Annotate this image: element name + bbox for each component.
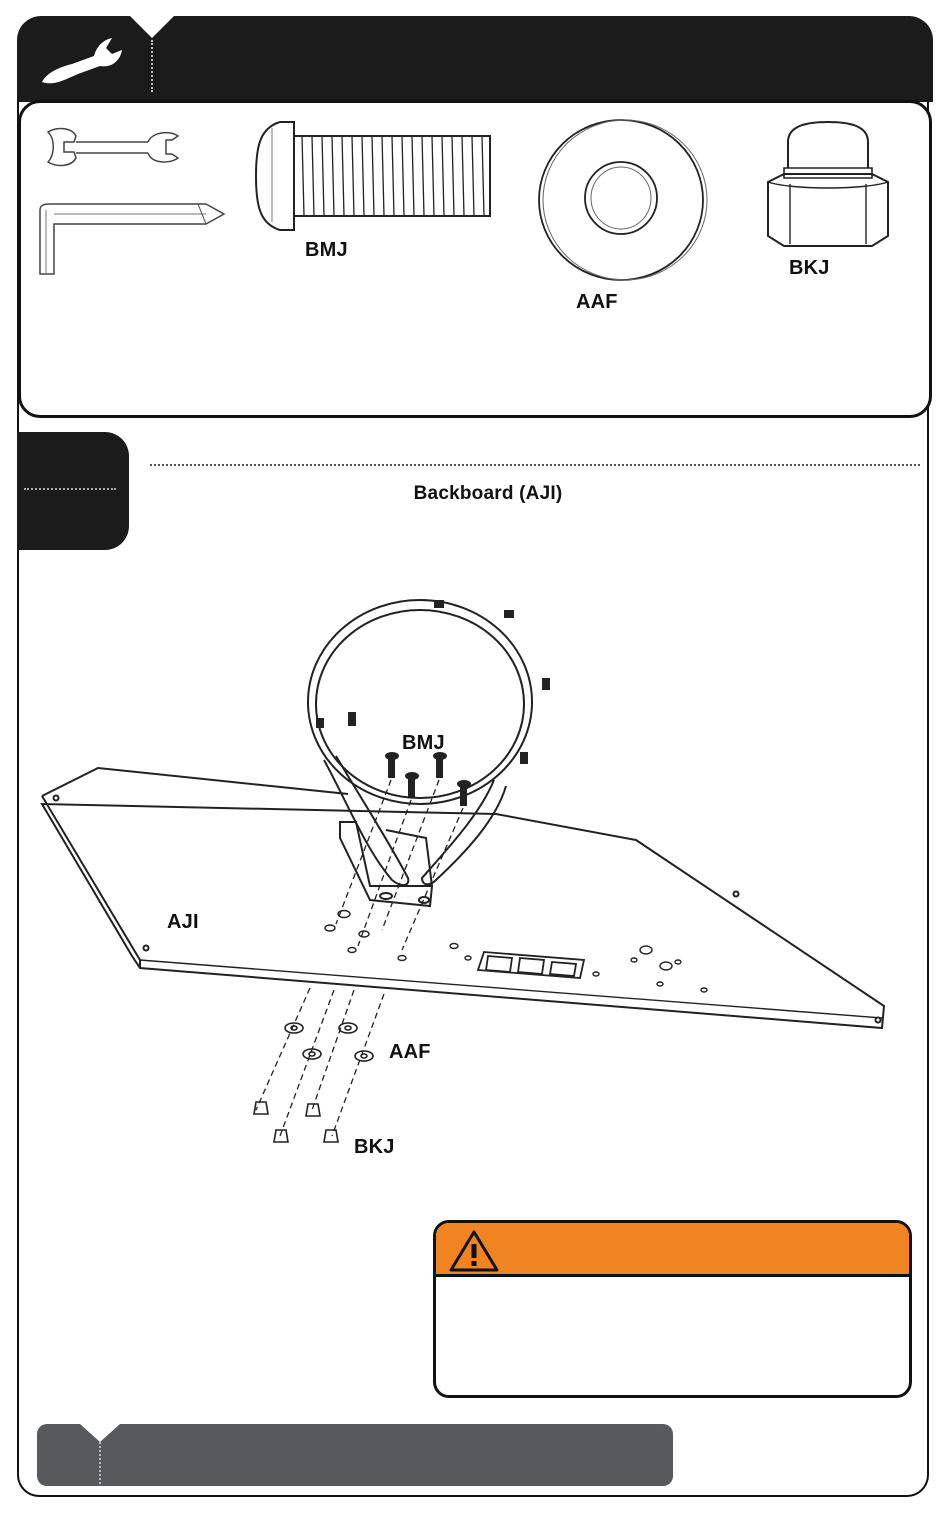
step-title: Backboard (AJI) xyxy=(413,483,563,504)
warning-triangle-icon xyxy=(448,1229,500,1273)
footer-bar xyxy=(37,1424,673,1486)
header-notch xyxy=(130,14,180,38)
backboard-aji xyxy=(42,768,884,1028)
header-divider xyxy=(151,40,153,92)
wrench-icon xyxy=(36,30,126,88)
footer-divider xyxy=(99,1442,101,1484)
washer-aaf-icon xyxy=(535,118,711,288)
diagram-bolt-label: BMJ xyxy=(402,732,445,754)
assembly-diagram xyxy=(36,590,896,1170)
footer-notch xyxy=(80,1422,124,1444)
bolt-label: BMJ xyxy=(305,239,348,261)
diagram-backboard-label: AJI xyxy=(167,911,199,933)
warning-box xyxy=(433,1220,912,1398)
nut-label: BKJ xyxy=(789,257,830,279)
diagram-nut-label: BKJ xyxy=(354,1136,395,1158)
bolt-bmj-icon xyxy=(254,118,496,234)
warning-header xyxy=(436,1223,909,1277)
washer-label: AAF xyxy=(576,291,618,313)
diagram-washer-label: AAF xyxy=(389,1041,431,1063)
nut-bkj-icon xyxy=(762,118,894,252)
allen-key-icon xyxy=(38,202,226,278)
open-wrench-icon xyxy=(44,126,184,170)
title-dotted-rule xyxy=(150,464,920,466)
rim-bracket xyxy=(340,822,432,906)
